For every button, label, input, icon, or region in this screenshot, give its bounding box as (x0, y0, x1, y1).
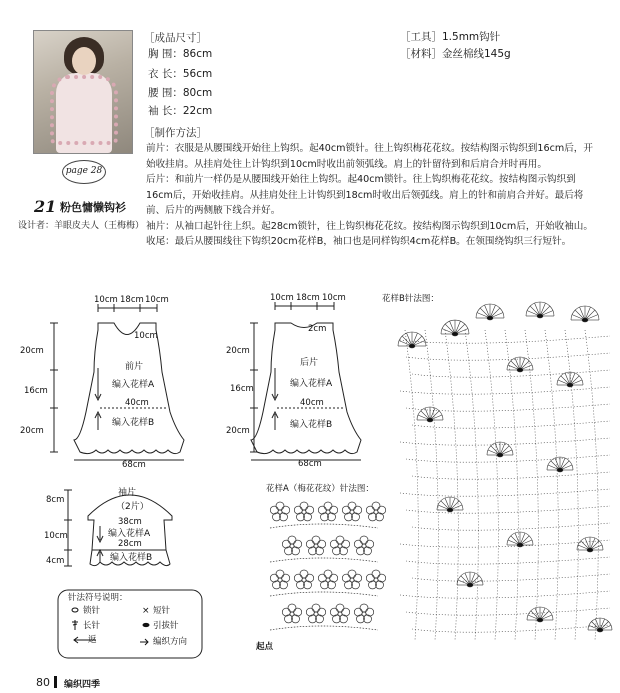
fan-motif (476, 304, 504, 320)
sleeve-width-1: 38cm (118, 517, 142, 527)
sleeve-width-2: 28cm (118, 539, 142, 549)
mesh-row (406, 506, 610, 513)
front-top-dim-1: 10cm (94, 295, 118, 305)
back-top-dim-2: 18cm (296, 293, 320, 303)
flower-motif (294, 570, 313, 589)
flower-motif (270, 502, 289, 521)
mesh-row (412, 370, 610, 377)
fan-motif (577, 537, 603, 552)
fan-motif (507, 532, 533, 547)
sleeve-title: 袖片 (118, 488, 137, 498)
chart-a-start: 起点 (256, 642, 274, 652)
flower-motif (342, 570, 361, 589)
flower-motif (366, 502, 385, 521)
flower-motif (354, 604, 373, 623)
chain-row (270, 558, 378, 562)
front-neck-dim: 10cm (134, 331, 158, 341)
front-waist: 40cm (125, 398, 149, 408)
front-top-dim-2: 18cm (120, 295, 144, 305)
flower-motif (270, 570, 289, 589)
chain-row (270, 626, 378, 630)
chain-row (270, 592, 378, 596)
flower-motif (354, 536, 373, 555)
designer-credit: 设计者：羊眼皮夫人（王梅梅） (18, 221, 145, 231)
flower-motif (306, 604, 325, 623)
legend-double: 长针 (83, 621, 101, 631)
pattern-title: 粉色慵懒钩衫 (60, 201, 126, 214)
back-top-dim-3: 10cm (322, 293, 346, 303)
back-left-dim-1: 20cm (226, 346, 250, 356)
back-title: 后片 (300, 358, 319, 368)
fan-motif (457, 572, 483, 587)
legend-direction: 编织方向 (153, 637, 188, 647)
size-sleeve: 袖 长：22cm (148, 105, 213, 117)
legend-single: 短针 (153, 606, 171, 616)
legend-chain: 锁针 (83, 606, 101, 616)
page-badge: page 28 (62, 160, 106, 184)
flower-motif (342, 502, 361, 521)
footer-divider (54, 676, 57, 688)
mesh-column (545, 330, 558, 640)
front-bottom: 68cm (122, 460, 146, 470)
back-top-dim-1: 10cm (270, 293, 294, 303)
front-pattern-b: 编入花样B (112, 418, 155, 428)
fan-motif (547, 457, 573, 472)
back-neck-dim: 2cm (308, 324, 327, 334)
mesh-column (565, 330, 578, 640)
footer-page-number: 80 (36, 676, 50, 689)
size-waist: 腰 围：80cm (148, 87, 213, 99)
back-pattern-b: 编入花样B (290, 420, 333, 430)
back-pattern-a: 编入花样A (290, 379, 333, 389)
flower-motif (318, 502, 337, 521)
method-line: 袖片：从袖口起针往上织。起28cm锁针，往上钩织梅花花纹。按结构图示钩织到10cm后，开始收袖山。 (146, 220, 593, 232)
mesh-row (400, 336, 610, 343)
size-chest: 胸 围：86cm (148, 48, 213, 60)
size-heading: ［成品尺寸］ (144, 32, 207, 44)
sleeve-count: （2片） (116, 502, 149, 512)
sleeve-left-dim-3: 4cm (46, 556, 65, 566)
mesh-column (525, 330, 538, 640)
back-left-dim-3: 20cm (226, 426, 250, 436)
front-left-dim-3: 20cm (20, 426, 44, 436)
mesh-column (405, 330, 418, 640)
mesh-row (400, 591, 610, 598)
fan-motif (437, 497, 463, 512)
method-line: 后片：和前片一样仍是从腰围线开始往上钩织。起40cm锁针。往上钩织梅花花纹。按结构图示钩织到 (146, 174, 576, 185)
flower-motif (294, 502, 313, 521)
chart-a-title: 花样A（梅花花纹）针法图： (266, 484, 374, 494)
mesh-row (406, 557, 610, 564)
chart-b-motifs (398, 302, 612, 640)
svg-text:×: × (142, 606, 150, 616)
fan-motif (571, 306, 599, 322)
flower-motif (366, 570, 385, 589)
mesh-row (400, 438, 610, 445)
flower-motif (318, 570, 337, 589)
mesh-row (412, 421, 610, 428)
front-top-dim-3: 10cm (145, 295, 169, 305)
sleeve-pattern-a: 编入花样A (108, 529, 151, 539)
legend-title: 针法符号说明： (68, 593, 128, 603)
chart-b-title: 花样B针法图： (382, 294, 439, 304)
model-photo (33, 30, 133, 154)
mesh-column (445, 330, 458, 640)
flower-motif (330, 604, 349, 623)
fan-motif (526, 302, 554, 318)
mesh-row (412, 574, 610, 581)
mesh-row (412, 625, 610, 632)
fan-motif (398, 332, 426, 348)
mesh-row (406, 404, 610, 411)
mesh-column (465, 330, 478, 640)
method-line: 前、后片的两侧腋下线合并好。 (146, 205, 281, 216)
mesh-column (585, 330, 598, 640)
front-pattern-a: 编入花样A (112, 380, 155, 390)
fan-motif (527, 607, 553, 622)
pattern-number: 21 (34, 197, 57, 216)
sleeve-pattern-b: 编入花样B (110, 553, 153, 563)
mesh-row (400, 489, 610, 496)
size-length: 衣 长：56cm (148, 68, 213, 80)
fan-motif (588, 618, 612, 632)
method-text (146, 141, 606, 250)
flower-motif (330, 536, 349, 555)
footer-publication: 编织四季 (64, 680, 101, 690)
material-line: ［材料］金丝棉线145g (400, 48, 511, 60)
mesh-column (485, 330, 498, 640)
fan-motif (487, 442, 513, 457)
flower-motif (282, 604, 301, 623)
method-heading: ［制作方法］ (144, 127, 207, 139)
front-left-dim-2: 16cm (24, 386, 48, 396)
tools-line: ［工具］1.5mm钩针 (400, 31, 501, 43)
back-left-dim-2: 16cm (230, 384, 254, 394)
fan-motif (557, 372, 583, 387)
method-line: 始收挂肩。从挂肩处往上计钩织到10cm时收出前领弧线。肩上的针留待到和后肩合并时再用。 (146, 158, 547, 170)
mesh-row (400, 387, 610, 394)
legend-return: 返 (88, 635, 97, 645)
back-bottom: 68cm (298, 459, 322, 469)
method-line: 前片：衣服是从腰围线开始往上钩织。起40cm锁针。往上钩织梅花花纹。按结构图示钩织到16cm后，开 (146, 143, 593, 154)
legend-slip: 引拔针 (153, 621, 179, 631)
front-title: 前片 (125, 362, 144, 372)
mesh-row (412, 472, 610, 479)
sleeve-left-dim-1: 8cm (46, 495, 65, 505)
flower-motif (282, 536, 301, 555)
chain-row (270, 524, 378, 528)
diagrams (0, 280, 620, 680)
chart-a-grid (268, 498, 372, 638)
chart-a-motifs (270, 502, 386, 630)
sleeve-left-dim-2: 10cm (44, 531, 68, 541)
front-left-dim-1: 20cm (20, 346, 44, 356)
method-line: 16cm后，开始收挂肩。从挂肩处往上计钩织到18cm时收出后领弧线。肩上的针和前肩合并好。最后将 (146, 189, 584, 201)
flower-motif (306, 536, 325, 555)
back-waist: 40cm (300, 398, 324, 408)
mesh-row (412, 523, 610, 530)
method-line: 收尾：最后从腰围线往下钩织20cm花样B，袖口也是同样钩织4cm花样B。在领围绕钩织三行短针。 (146, 236, 572, 247)
